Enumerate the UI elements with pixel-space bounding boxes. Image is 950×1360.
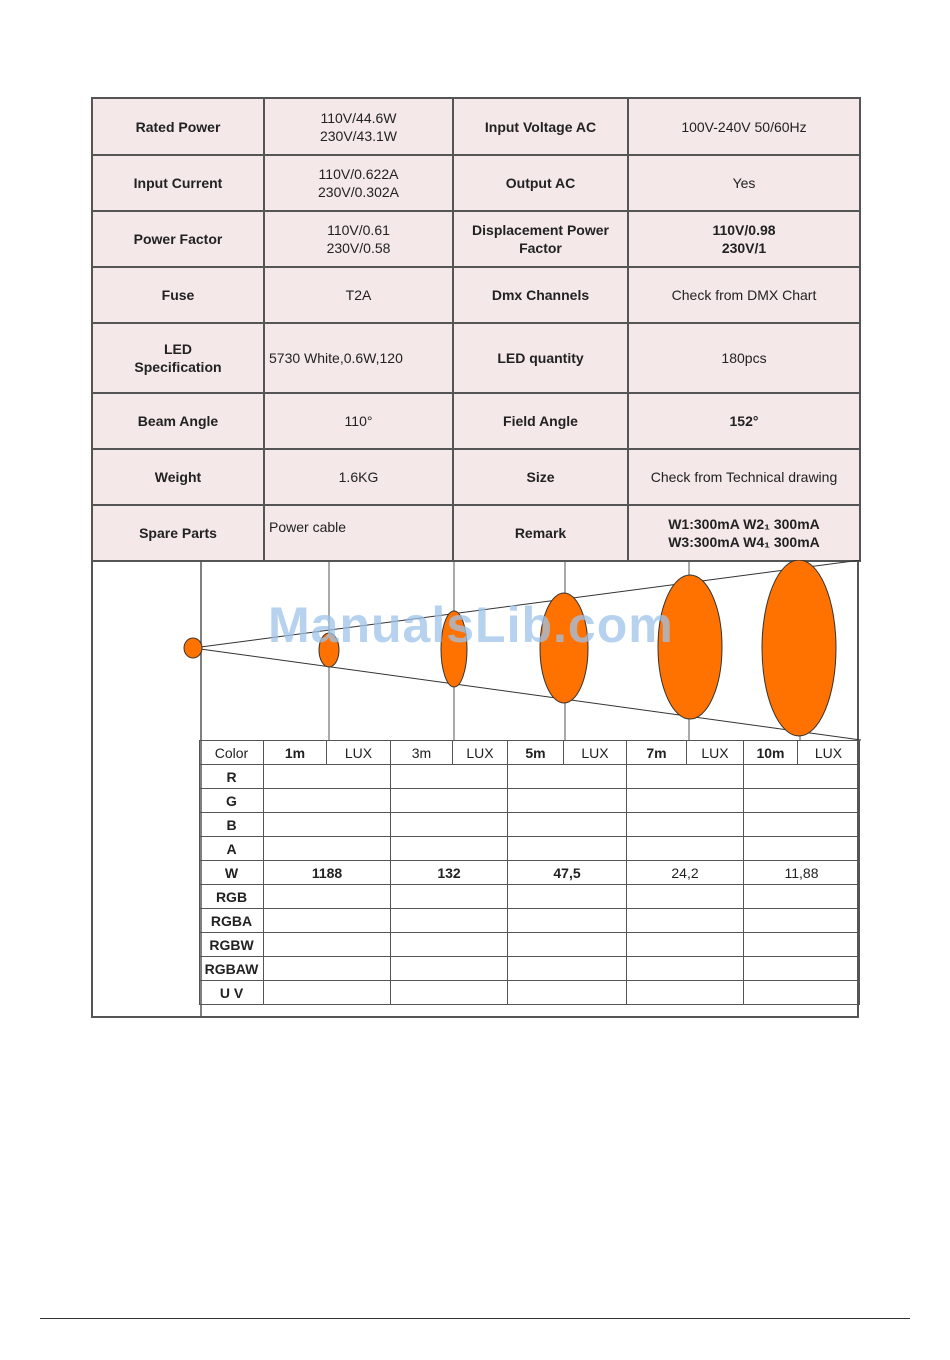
lux-row-uv: [200, 981, 860, 1005]
spec-row-power-factor: [92, 211, 860, 267]
label-fuse: Fuse: [92, 267, 264, 323]
value-rated-power: 110V/44.6W 230V/43.1W: [264, 98, 453, 155]
label-input-voltage: Input Voltage AC: [453, 98, 628, 155]
lux-row-b: [200, 813, 860, 837]
spec-row-weight: [92, 449, 860, 505]
lux-header-row: [200, 741, 860, 765]
lux-color-label: B: [200, 813, 264, 837]
lux-color-label: RGB: [200, 885, 264, 909]
spec-row-spare-parts: [92, 505, 860, 561]
label-input-current: Input Current: [92, 155, 264, 211]
lux-row-rgbaw: [200, 957, 860, 981]
lux-header-lux-3m: LUX: [453, 741, 508, 765]
lux-header-lux-10m: LUX: [798, 741, 860, 765]
spec-table: [91, 97, 861, 562]
lux-color-label: R: [200, 765, 264, 789]
value-input-voltage: 100V-240V 50/60Hz: [628, 98, 860, 155]
value-fuse: T2A: [264, 267, 453, 323]
label-displacement-power-factor: Displacement Power Factor: [453, 211, 628, 267]
value-displacement-power-factor: 110V/0.98 230V/1: [628, 211, 860, 267]
label-weight: Weight: [92, 449, 264, 505]
lux-header-10m: 10m: [744, 741, 798, 765]
lux-color-label: RGBAW: [200, 957, 264, 981]
label-rated-power: Rated Power: [92, 98, 264, 155]
value-led-specification: 5730 White,0.6W,120: [264, 323, 453, 393]
lux-color-label: A: [200, 837, 264, 861]
lux-header-lux-5m: LUX: [564, 741, 627, 765]
lux-header-color: Color: [200, 741, 264, 765]
label-beam-angle: Beam Angle: [92, 393, 264, 449]
value-power-factor: 110V/0.61 230V/0.58: [264, 211, 453, 267]
value-beam-angle: 110°: [264, 393, 453, 449]
value-output-ac: Yes: [628, 155, 860, 211]
value-input-current: 110V/0.622A 230V/0.302A: [264, 155, 453, 211]
label-dmx-channels: Dmx Channels: [453, 267, 628, 323]
beam-spot-10m: [762, 560, 836, 736]
lux-row-rgba: [200, 909, 860, 933]
lux-row-rgb: [200, 885, 860, 909]
spec-row-rated-power: [92, 98, 860, 155]
label-remark: Remark: [453, 505, 628, 561]
spec-row-beam-angle: [92, 393, 860, 449]
label-output-ac: Output AC: [453, 155, 628, 211]
label-power-factor: Power Factor: [92, 211, 264, 267]
lux-w-1m: 1188: [264, 861, 391, 885]
label-spare-parts: Spare Parts: [92, 505, 264, 561]
spec-row-input-current: [92, 155, 860, 211]
lux-row-r: [200, 765, 860, 789]
footer-rule: [40, 1318, 910, 1319]
lux-w-7m: 24,2: [627, 861, 744, 885]
lux-color-label: G: [200, 789, 264, 813]
label-led-specification: LED Specification: [92, 323, 264, 393]
spec-row-led-spec: [92, 323, 860, 393]
watermark-text: ManualsLib.com: [268, 597, 674, 653]
value-remark: W1:300mA W2₁ 300mA W3:300mA W4₁ 300mA: [628, 505, 860, 561]
value-dmx-channels: Check from DMX Chart: [628, 267, 860, 323]
light-source: [184, 638, 202, 658]
lux-color-label: RGBW: [200, 933, 264, 957]
lux-color-label: U V: [200, 981, 264, 1005]
lux-table: [199, 740, 860, 1005]
lux-color-label: RGBA: [200, 909, 264, 933]
lux-header-1m: 1m: [264, 741, 327, 765]
beam-lower-edge: [193, 648, 861, 740]
lux-row-w: [200, 861, 860, 885]
lux-row-g: [200, 789, 860, 813]
lux-header-3m: 3m: [391, 741, 453, 765]
lux-header-lux-7m: LUX: [687, 741, 744, 765]
value-field-angle: 152°: [628, 393, 860, 449]
lux-header-5m: 5m: [508, 741, 564, 765]
lux-row-a: [200, 837, 860, 861]
value-weight: 1.6KG: [264, 449, 453, 505]
spec-row-fuse: [92, 267, 860, 323]
value-size: Check from Technical drawing: [628, 449, 860, 505]
label-field-angle: Field Angle: [453, 393, 628, 449]
lux-header-lux-1m: LUX: [327, 741, 391, 765]
lux-color-label: W: [200, 861, 264, 885]
value-spare-parts: Power cable: [264, 505, 453, 561]
label-size: Size: [453, 449, 628, 505]
lux-w-10m: 11,88: [744, 861, 860, 885]
value-led-quantity: 180pcs: [628, 323, 860, 393]
label-led-quantity: LED quantity: [453, 323, 628, 393]
lux-w-3m: 132: [391, 861, 508, 885]
lux-row-rgbw: [200, 933, 860, 957]
lux-w-5m: 47,5: [508, 861, 627, 885]
lux-header-7m: 7m: [627, 741, 687, 765]
